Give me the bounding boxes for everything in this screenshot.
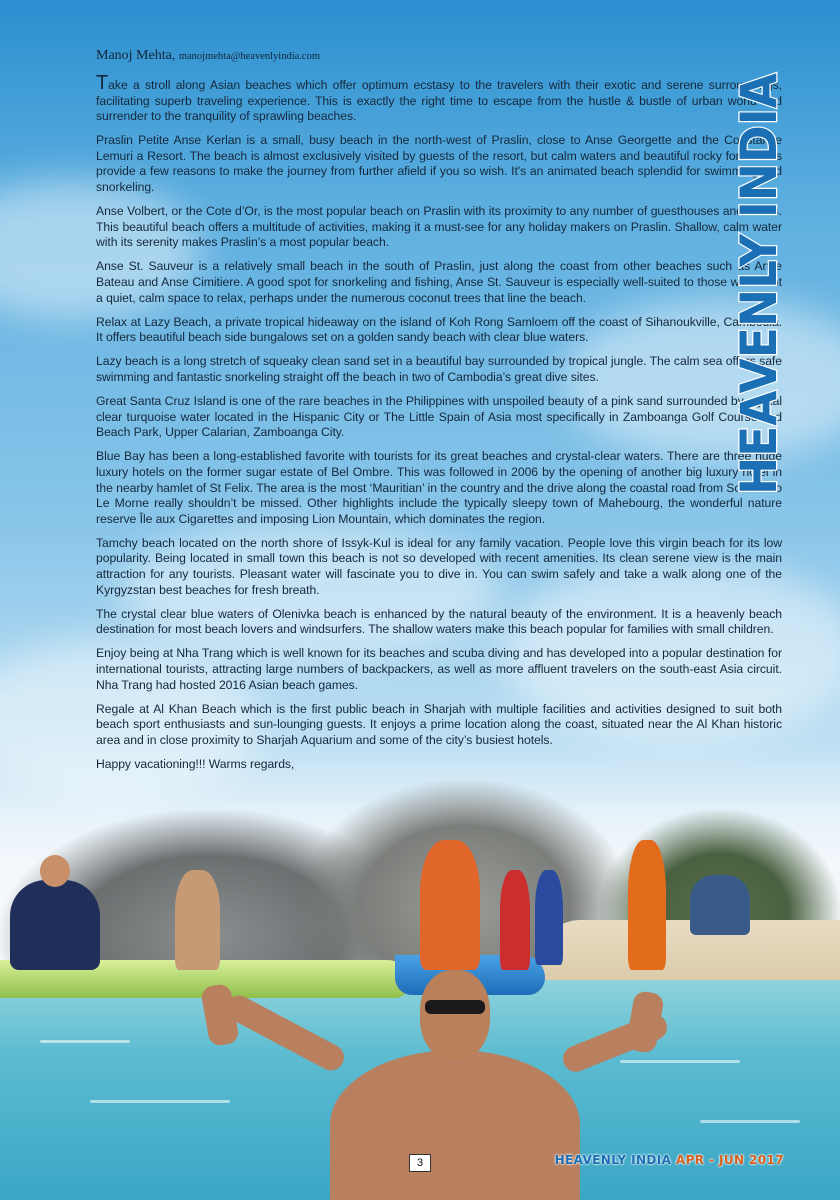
article-paragraph: Regale at Al Khan Beach which is the first public beach in Sharjah with multiple facilities and activities designed to suit both beach sport enthusiasts and sun-lounging guests. It enjoys a prime location along the coast, situated near the Al Khan historic area and in close proximity to Sharjah Aquarium and some of the city’s busiest hotels.: [96, 701, 782, 747]
author-separator: ,: [171, 48, 179, 63]
author-name: Manoj Mehta: [96, 48, 172, 63]
water-ripple: [700, 1120, 800, 1123]
article-paragraph: Enjoy being at Nha Trang which is well known for its beaches and scuba diving and has developed into a popular destination for international tourists, attracting large numbers of backpackers, as well as more affluent travelers on the south-east Asia circuit. Nha Trang had hosted 2016 Asian beach games.: [96, 646, 782, 692]
article-paragraph: Lazy beach is a long stretch of squeaky clean sand set in a beautiful bay surrounded by tropical jungle. The calm sea offers safe swimming and fantastic snorkeling straight off the beach in two of Cambodia’s great dive sites.: [96, 354, 782, 384]
article-body: [96, 72, 782, 781]
tourist-figure: [535, 870, 563, 965]
tourist-head: [40, 855, 70, 887]
swimmer-head: [420, 970, 490, 1060]
article-paragraph: The crystal clear blue waters of Olenivka beach is enhanced by the natural beauty of the environment. It is a heavenly beach destination for most beach lovers and windsurfers. The shallow waters make this beach popular for families with small children.: [96, 606, 782, 637]
tourist-figure: [175, 870, 220, 970]
water-ripple: [620, 1060, 740, 1063]
swimmer-body: [330, 1050, 580, 1200]
tourist-figure: [420, 840, 480, 970]
masthead-title: HEAVENLY INDIA: [730, 70, 788, 495]
beach-photo: [0, 770, 840, 1200]
article-paragraph: Tamchy beach located on the north shore of Issyk-Kul is ideal for any family vacation. People love this virgin beach for its low popularity. Being located in small town this beach is not so developed with recent amenities. Its clean serene view is the main attraction for any tourists. Pleasant water will fascinate you to dive in. You can swim safely and take a walk along one of the Kyrgyzstan best beaches for fresh breath.: [96, 535, 782, 597]
sunglasses: [425, 1000, 485, 1014]
tourist-figure: [690, 875, 750, 935]
tourist-figure: [628, 840, 666, 970]
author-email: manojmehta@heavenlyindia.com: [178, 51, 320, 62]
water-ripple: [40, 1040, 130, 1043]
author-byline: [96, 48, 320, 64]
article-paragraph: Blue Bay has been a long-established favorite with tourists for its great beaches and crystal-clear waters. There are three huge luxury hotels on the former sugar estate of Bel Ombre. This was followed in 2006 by the opening of another big luxury hotel in the nearby hamlet of St Felix. The area is the most ‘Mauritian’ in the country and the drive along the coastal road from Souillac to Le Morne really shouldn’t be missed. Other highlights include the typically sleepy town of Mahebourg, the wonderful nature reserve Île aux Cigarettes and imposing Lion Mountain, which dominates the region.: [96, 449, 782, 526]
article-paragraph: Anse Volbert, or the Cote d’Or, is the most popular beach on Praslin with its proximity to any number of guesthouses and hotels. This beautiful beach offers a multitude of activities, making it a must-see for any holiday makers on Praslin. Shallow, calm water with its serenity makes Praslin’s a most popular beach.: [96, 204, 782, 250]
article-closing: Happy vacationing!!! Warms regards,: [96, 756, 295, 771]
footer-issue-line: [555, 1153, 784, 1167]
magazine-masthead: [710, 70, 800, 500]
water-ripple: [90, 1100, 230, 1103]
footer-issue-date: APR - JUN 2017: [675, 1153, 784, 1167]
tourist-figure: [500, 870, 530, 970]
article-paragraph: Anse St. Sauveur is a relatively small beach in the south of Praslin, just along the coast from other beaches such as Anse Bateau and Anse Cimitiere. A good spot for snorkeling and fishing, Anse St. Sauveur is especially well-suited to those who want a quiet, calm space to relax, perhaps under the numerous coconut trees that line the beach.: [96, 259, 782, 305]
footer-magazine-name: HEAVENLY INDIA: [554, 1153, 672, 1167]
article-paragraph: Take a stroll along Asian beaches which offer optimum ecstasy to the travelers with their exotic and serene surroundings, facilitating superb traveling experience. This is exactly the right time to escape from the hustle & bustle of urban world and surrender to the tranquility of sprawling beaches.: [96, 72, 782, 124]
article-paragraph: Great Santa Cruz Island is one of the rare beaches in the Philippines with unspoiled beauty of a pink sand surrounded by crystal clear turquoise water located in the Hispanic City or The Little Spain of Asia most specifically in Zamboanga Golf Course and Beach Park, Upper Calarian, Zamboanga City.: [96, 394, 782, 440]
masthead-vertical-title: [710, 70, 800, 500]
article-paragraph: Relax at Lazy Beach, a private tropical hideaway on the island of Koh Rong Samloem off the coast of Sihanoukville, Cambodia. It offers beautiful beach side bungalows set on a golden sandy beach with clear blue waters.: [96, 314, 782, 345]
article-paragraph: Praslin Petite Anse Kerlan is a small, busy beach in the north-west of Praslin, close to Anse Georgette and the Constance Lemuri a Resort. The beach is almost exclusively visited by guests of the resort, but calm waters and beautiful rocky formations provide a few reasons to make the journey from further afield if you so wish. It's an animated beach splendid for swimming and snorkeling.: [96, 133, 782, 195]
tourist-figure: [10, 880, 100, 970]
page-number: 3: [409, 1154, 431, 1172]
